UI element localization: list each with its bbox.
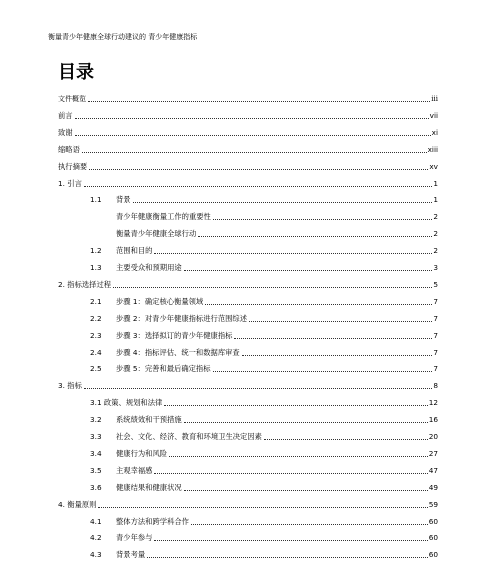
toc-entry-page: 1: [433, 195, 438, 205]
toc-entry[interactable]: [90, 362, 438, 374]
toc-entry-label: 3.1 政策、规划和法律: [90, 398, 163, 408]
toc-title: 目录: [58, 62, 94, 83]
toc-entry-page: xv: [429, 161, 438, 171]
dot-leader: [184, 269, 433, 271]
toc-entry-label: 步骤 2：对青少年健康指标进行范围综述: [116, 313, 248, 323]
dot-leader: [205, 303, 432, 305]
toc-entry-label: 背景考量: [116, 550, 146, 560]
toc-entry[interactable]: [58, 92, 438, 104]
toc-entry-page: 60: [428, 516, 438, 526]
dot-leader: [84, 387, 432, 389]
dot-leader: [75, 134, 431, 136]
toc-entry[interactable]: [58, 143, 438, 155]
toc-entry[interactable]: [58, 177, 438, 189]
toc-entry-page: 7: [433, 296, 438, 306]
toc-entry-page: 20: [428, 432, 438, 441]
dot-leader: [213, 218, 432, 220]
dot-leader: [154, 539, 427, 541]
toc-entry[interactable]: [58, 379, 438, 391]
dot-leader: [75, 117, 429, 119]
toc-entry-page: 60: [428, 533, 438, 543]
dot-leader: [198, 235, 432, 237]
toc-entry[interactable]: [58, 278, 438, 290]
toc-entry[interactable]: [90, 413, 438, 425]
toc-entry-label: 整体方法和跨学科合作: [116, 516, 189, 526]
toc-entry[interactable]: [58, 126, 438, 138]
dot-leader: [213, 370, 433, 372]
toc-entry-page: vii: [429, 110, 438, 120]
toc-entry[interactable]: [90, 396, 438, 408]
toc-entry-label: 主要受众和预期用途: [116, 263, 182, 272]
toc-entry[interactable]: [116, 210, 438, 222]
toc-entry-page: iii: [431, 95, 438, 103]
toc-entry-label: 执行摘要: [58, 161, 88, 171]
toc-entry-page: 7: [433, 330, 438, 340]
toc-entry-page: xi: [431, 127, 438, 137]
toc-entry-page: 1: [433, 178, 438, 188]
dot-leader: [147, 556, 428, 558]
toc-entry-label: 健康结果和健康状况: [116, 482, 182, 492]
toc-entry[interactable]: [90, 295, 438, 307]
toc-entry[interactable]: [90, 193, 438, 205]
running-header: 衡量青少年健康全球行动建议的 青少年健康指标: [48, 33, 198, 41]
toc-entry[interactable]: [90, 312, 438, 324]
toc-entry-label: 前言: [58, 110, 73, 120]
toc-entry[interactable]: [90, 430, 438, 442]
dot-leader: [234, 337, 432, 339]
dot-leader: [169, 455, 428, 457]
dot-leader: [154, 252, 432, 254]
toc-entry-page: 7: [433, 364, 438, 374]
dot-leader: [133, 201, 433, 203]
toc-entry-label: 步骤 5：完善和最后确定指标: [116, 364, 211, 374]
dot-leader: [154, 472, 427, 474]
toc-entry[interactable]: [58, 498, 438, 510]
toc-entry-page: 47: [428, 465, 438, 475]
toc-entry-number: 2.1: [90, 296, 102, 306]
toc-entry-page: 8: [433, 381, 438, 391]
toc-entry-number: 1.1: [90, 195, 102, 205]
toc-entry-page: 2: [433, 246, 438, 256]
toc-entry[interactable]: [90, 548, 438, 560]
dot-leader: [164, 404, 427, 406]
dot-leader: [89, 168, 428, 170]
toc-entry-number: 3.4: [90, 448, 102, 458]
dot-leader: [88, 100, 430, 102]
dot-leader: [191, 523, 428, 525]
toc-entry-label: 健康行为和风险: [116, 448, 168, 458]
toc-entry[interactable]: [90, 346, 438, 358]
toc-entry-page: 7: [433, 347, 438, 357]
toc-entry-number: 4.3: [90, 550, 102, 560]
toc-entry-label: 主观幸福感: [116, 465, 153, 475]
dot-leader: [113, 286, 432, 288]
toc-entry-page: 59: [428, 499, 438, 509]
toc-entry-number: 3.3: [90, 432, 102, 441]
toc-entry-label: 社会、文化、经济、教育和环境卫生决定因素: [116, 432, 262, 441]
dot-leader: [84, 185, 432, 187]
toc-entry-number: 3.5: [90, 465, 102, 475]
toc-entry[interactable]: [90, 447, 438, 459]
toc-entry-label: 衡量青少年健康全球行动: [116, 229, 197, 239]
toc-entry-label: 3. 指标: [58, 381, 82, 391]
toc-entry[interactable]: [58, 160, 438, 172]
toc-entry-number: 4.2: [90, 533, 102, 543]
dot-leader: [98, 506, 427, 508]
toc-entry-label: 步骤 4：指标评估、统一和数据库审查: [116, 347, 240, 357]
toc-entry[interactable]: [58, 109, 438, 121]
toc-entry-page: 12: [428, 398, 438, 408]
toc-entry-page: 3: [433, 263, 438, 272]
dot-leader: [264, 438, 428, 440]
toc-entry-page: 2: [433, 212, 438, 222]
toc-entry[interactable]: [90, 329, 438, 341]
toc-entry-page: 49: [428, 482, 438, 492]
toc-entry-label: 背景: [116, 195, 131, 205]
toc-entry-label: 青少年健康衡量工作的重要性: [116, 212, 211, 222]
toc-entry-page: 2: [433, 229, 438, 239]
toc-entry[interactable]: [90, 464, 438, 476]
toc-entry[interactable]: [90, 515, 438, 527]
toc-entry[interactable]: [116, 227, 438, 239]
dot-leader: [242, 354, 433, 356]
toc-entry-label: 范围和目的: [116, 246, 153, 256]
toc-entry-number: 3.6: [90, 482, 102, 492]
toc-entry-label: 致谢: [58, 127, 73, 137]
toc-entry-label: 缩略语: [58, 144, 80, 154]
dot-leader: [249, 320, 432, 322]
toc-entry-number: 3.2: [90, 415, 102, 425]
toc-entry-number: 2.4: [90, 347, 102, 357]
toc-entry[interactable]: [90, 481, 438, 493]
toc-entry-number: 2.3: [90, 330, 102, 340]
toc-entry-label: 青少年参与: [116, 533, 153, 543]
dot-leader: [184, 489, 428, 491]
toc-entry-label: 文件概览: [58, 95, 86, 103]
toc-entry-page: 16: [428, 415, 438, 425]
toc-entry-number: 4.1: [90, 516, 102, 526]
toc-entry-number: 2.5: [90, 364, 102, 374]
dot-leader: [82, 151, 427, 153]
toc-entry-page: 27: [428, 448, 438, 458]
toc-entry-label: 1. 引言: [58, 178, 82, 188]
toc-entry-page: 7: [433, 313, 438, 323]
toc-entry-number: 2.2: [90, 313, 102, 323]
toc-entry-label: 2. 指标选择过程: [58, 279, 112, 289]
toc-entry-page: xiii: [427, 144, 438, 154]
toc-entry[interactable]: [90, 531, 438, 543]
toc-entry-label: 4. 衡量原则: [58, 499, 97, 509]
toc-entry-label: 步骤 1：确定核心衡量领域: [116, 296, 204, 306]
toc-entry-page: 60: [428, 550, 438, 560]
toc-entry[interactable]: [90, 261, 438, 273]
toc-entry-label: 步骤 3：选择拟订的青少年健康指标: [116, 330, 233, 340]
toc-entry-number: 1.3: [90, 263, 102, 272]
toc-entry-label: 系统绩效和干预措施: [116, 415, 182, 425]
toc-entry[interactable]: [90, 244, 438, 256]
toc-entry-number: 1.2: [90, 246, 102, 256]
dot-leader: [184, 421, 428, 423]
toc-entry-page: 5: [433, 279, 438, 289]
